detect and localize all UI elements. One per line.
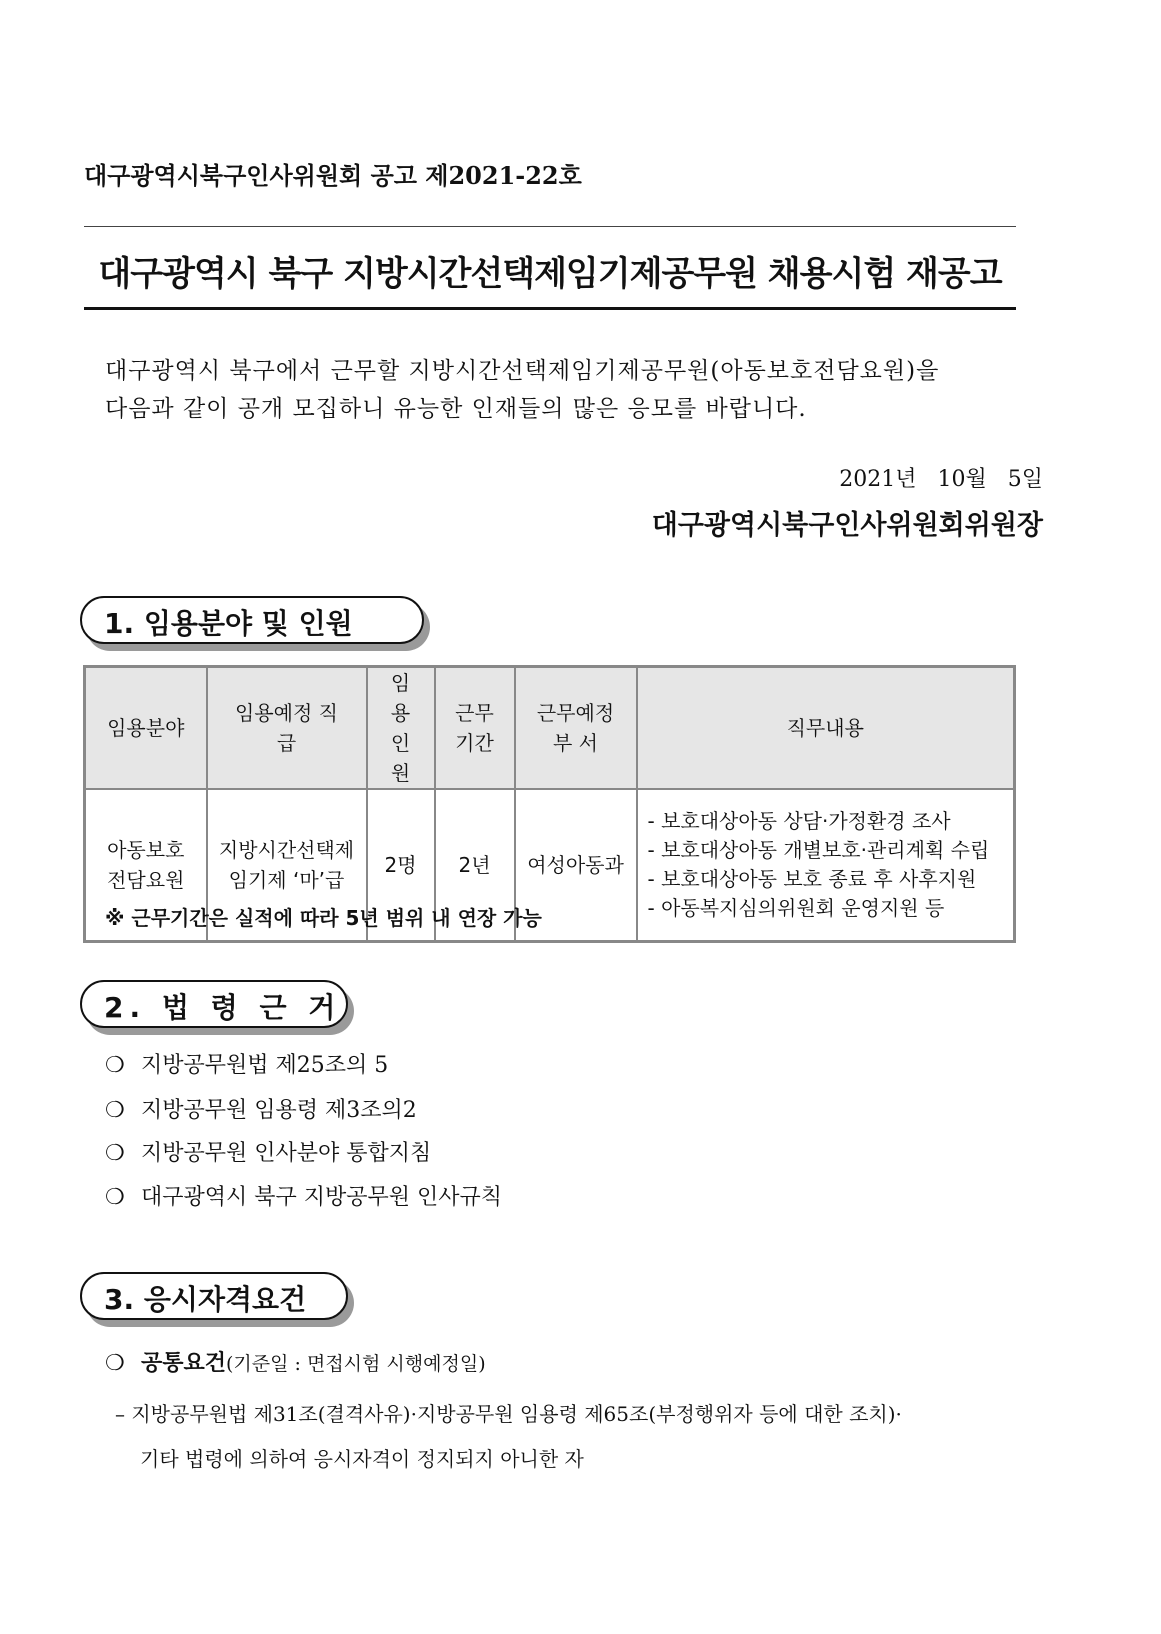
- intro-line: 대구광역시 북구에서 근무할 지방시간선택제임기제공무원(아동보호전담요원)을: [105, 358, 940, 384]
- item-text: 대구광역시 북구 지방공무원 인사규칙: [141, 1185, 503, 1210]
- duty-item: - 보호대상아동 보호 종료 후 사후지원: [647, 866, 977, 891]
- list-item: [105, 1180, 502, 1211]
- cell-field: 아동보호 전담요원: [85, 789, 207, 941]
- intro-paragraph: [105, 352, 939, 428]
- col-header: 직무내용: [637, 667, 1015, 790]
- duty-item: - 보호대상아동 개별보호·관리계획 수립: [647, 837, 990, 862]
- duty-item: - 보호대상아동 상담·가정환경 조사: [647, 808, 951, 833]
- table-note: ※ 근무기간은 실적에 따라 5년 범위 내 연장 가능: [105, 906, 542, 930]
- item-text: 지방공무원 인사분야 통합지침: [141, 1141, 432, 1166]
- section-heading: 1. 임용분야 및 인원: [80, 596, 424, 644]
- item-label: 공통요건: [141, 1350, 227, 1376]
- table-header-row: [85, 667, 1015, 790]
- circle-bullet-icon: ❍: [105, 1185, 125, 1210]
- list-item: [105, 1048, 388, 1079]
- col-header: 근무 기간: [435, 667, 515, 790]
- circle-bullet-icon: ❍: [105, 1351, 125, 1376]
- section-heading: 2. 법 령 근 거: [80, 980, 348, 1028]
- section-heading: 3. 응시자격요건: [80, 1272, 348, 1320]
- col-header: 임용분야: [85, 667, 207, 790]
- positions-table: [83, 665, 1016, 943]
- divider-thick: [84, 307, 1016, 310]
- cell-period: 2년: [435, 789, 515, 941]
- col-header: 임용 인원: [367, 667, 435, 790]
- cell-dept: 여성아동과: [515, 789, 637, 941]
- list-item: [105, 1136, 431, 1167]
- duty-item: - 아동복지심의위원회 운영지원 등: [647, 895, 945, 920]
- circle-bullet-icon: ❍: [105, 1098, 125, 1123]
- divider: [84, 226, 1016, 227]
- col-header: 임용예정 직 급: [207, 667, 367, 790]
- notice-date: 2021년 10월 5일: [839, 467, 1043, 492]
- cell-grade: 지방시간선택제 임기제 ‘마’급: [207, 789, 367, 941]
- sub-item-continued: 기타 법령에 의하여 응시자격이 정지되지 아니한 자: [140, 1447, 584, 1471]
- notice-number: 대구광역시북구인사위원회 공고 제2021-22호: [84, 161, 582, 190]
- signer: 대구광역시북구인사위원회위원장: [651, 510, 1043, 541]
- intro-line: 다음과 같이 공개 모집하니 유능한 인재들의 많은 응모를 바랍니다.: [105, 396, 807, 422]
- cell-duties: [637, 789, 1015, 941]
- page-title: 대구광역시 북구 지방시간선택제임기제공무원 채용시험 재공고: [98, 254, 1002, 294]
- col-header: 근무예정 부 서: [515, 667, 637, 790]
- item-note: (기준일 : 면접시험 시행예정일): [226, 1353, 486, 1375]
- list-item: [105, 1346, 486, 1377]
- circle-bullet-icon: ❍: [105, 1053, 125, 1078]
- list-item: [105, 1093, 417, 1124]
- circle-bullet-icon: ❍: [105, 1141, 125, 1166]
- cell-count: 2명: [367, 789, 435, 941]
- sub-item: – 지방공무원법 제31조(결격사유)·지방공무원 임용령 제65조(부정행위자 등에 대한 조치)·: [115, 1402, 902, 1426]
- item-text: 지방공무원법 제25조의 5: [141, 1053, 389, 1078]
- item-text: 지방공무원 임용령 제3조의2: [141, 1098, 417, 1123]
